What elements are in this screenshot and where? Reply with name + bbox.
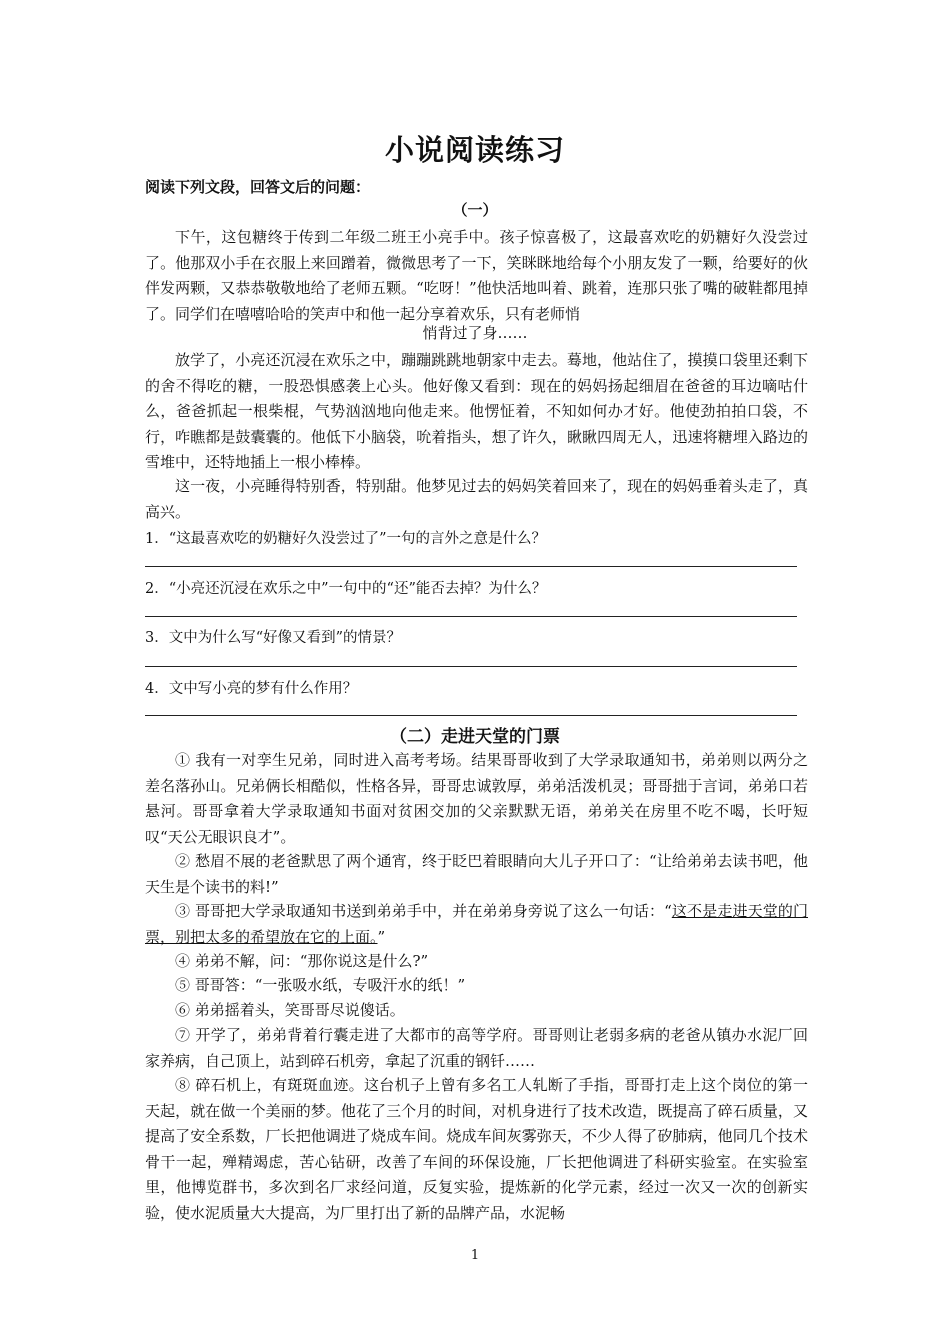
page-number: 1: [470, 1248, 480, 1263]
question-3: 3．文中为什么写“好像又看到”的情景？: [145, 630, 402, 646]
section-one-heading: （一）: [452, 201, 498, 219]
story2-paragraph-5: ⑤ 哥哥答：“一张吸水纸，专吸汗水的纸！”: [175, 976, 466, 994]
section-two-heading: （二）走进天堂的门票: [390, 727, 560, 747]
story2-paragraph-1: ① 我有一对孪生兄弟，同时进入高考考场。结果哥哥收到了大学录取通知书，弟弟则以两分之差名落孙山。兄弟俩长相酷似，性格各异，哥哥忠诚敦厚，弟弟活泼机灵；哥哥拙于言词，弟弟口若悬河。哥哥拿着大学录取通知书面对贫困交加的父亲默默无语，弟弟关在房里不吃不喝，长吁短叹“天公无眼识良才”。: [145, 751, 808, 846]
page-title: 小说阅读练习: [384, 133, 565, 167]
answer-line-3[interactable]: [145, 666, 797, 667]
story-paragraph-1-end: 悄背过了身……: [422, 324, 528, 342]
story2-paragraph-3: [145, 899, 808, 950]
story2-paragraph-3-start: ③ 哥哥把大学录取通知书送到弟弟手中，并在弟弟身旁说了这么一句话：“: [175, 902, 672, 920]
instruction-text: 阅读下列文段，回答文后的问题：: [145, 178, 371, 196]
story2-paragraph-7: ⑦ 开学了，弟弟背着行囊走进了大都市的高等学府。哥哥则让老弱多病的老爸从镇办水泥厂回家养病，自己顶上，站到碎石机旁，拿起了沉重的钢钎……: [145, 1026, 808, 1070]
story2-paragraph-4: ④ 弟弟不解，问：“那你说这是什么?”: [175, 952, 429, 970]
answer-line-4[interactable]: [145, 715, 797, 716]
story2-paragraph-3-end: ”: [377, 927, 386, 946]
question-1: 1．“这最喜欢吃的奶糖好久没尝过了”一句的言外之意是什么？: [145, 531, 547, 547]
answer-line-1[interactable]: [145, 566, 797, 567]
question-2: 2．“小亮还沉浸在欢乐之中”一句中的“还”能否去掉？为什么？: [145, 581, 547, 597]
story-paragraph-3: 这一夜，小亮睡得特别香，特别甜。他梦见过去的妈妈笑着回来了，现在的妈妈垂着头走了，真高兴。: [145, 477, 808, 521]
underlined-sentence: 这不是走进天堂的门票，别把太多的希望放在它的上面。: [145, 902, 808, 946]
story2-paragraph-8: ⑧ 碎石机上，有斑斑血迹。这台机子上曾有多名工人轧断了手指，哥哥打走上这个岗位的第一天起，就在做一个美丽的梦。他花了三个月的时间，对机身进行了技术改造，既提高了碎石质量，又提高了安全系数，厂长把他调进了烧成车间。烧成车间灰雾弥天，不少人得了矽肺病，他同几个技术骨干一起，殚精竭虑，苦心钻研，改善了车间的环保设施，厂长把他调进了科研实验室。在实验室里，他博览群书，多次到名厂求经问道，反复实验，提炼新的化学元素，经过一次又一次的创新实验，使水泥质量大大提高，为厂里打出了新的品牌产品，水泥畅: [145, 1076, 808, 1222]
story-paragraph-1: 下午，这包糖终于传到二年级二班王小亮手中。孩子惊喜极了，这最喜欢吃的奶糖好久没尝过了。他那双小手在衣服上来回蹭着，微微思考了一下，笑眯眯地给每个小朋友发了一颗，给要好的伙伴发两颗，又恭恭敬敬地给了老师五颗。“吃呀！”他快活地叫着、跳着，连那只张了嘴的破鞋都甩掉了。同学们在嘻嘻哈哈的笑声中和他一起分享着欢乐，只有老师悄: [145, 228, 808, 323]
story2-paragraph-6: ⑥ 弟弟摇着头，笑哥哥尽说傻话。: [175, 1001, 405, 1019]
story2-paragraph-2: ② 愁眉不展的老爸默思了两个通宵，终于眨巴着眼睛向大儿子开口了：“让给弟弟去读书吧，他天生是个读书的料!”: [145, 852, 808, 896]
answer-line-2[interactable]: [145, 616, 797, 617]
question-4: 4．文中写小亮的梦有什么作用？: [145, 681, 358, 697]
story-paragraph-2: 放学了，小亮还沉浸在欢乐之中，蹦蹦跳跳地朝家中走去。蓦地，他站住了，摸摸口袋里还剩下的舍不得吃的糖，一股恐惧感袭上心头。他好像又看到：现在的妈妈扬起细眉在爸爸的耳边嘀咕什么，爸爸抓起一根柴棍，气势汹汹地向他走来。他愣怔着，不知如何办才好。他使劲拍拍口袋，不行，咋瞧都是鼓囊囊的。他低下小脑袋，吮着指头，想了许久，瞅瞅四周无人，迅速将糖埋入路边的雪堆中，还特地插上一根小棒棒。: [145, 351, 808, 471]
